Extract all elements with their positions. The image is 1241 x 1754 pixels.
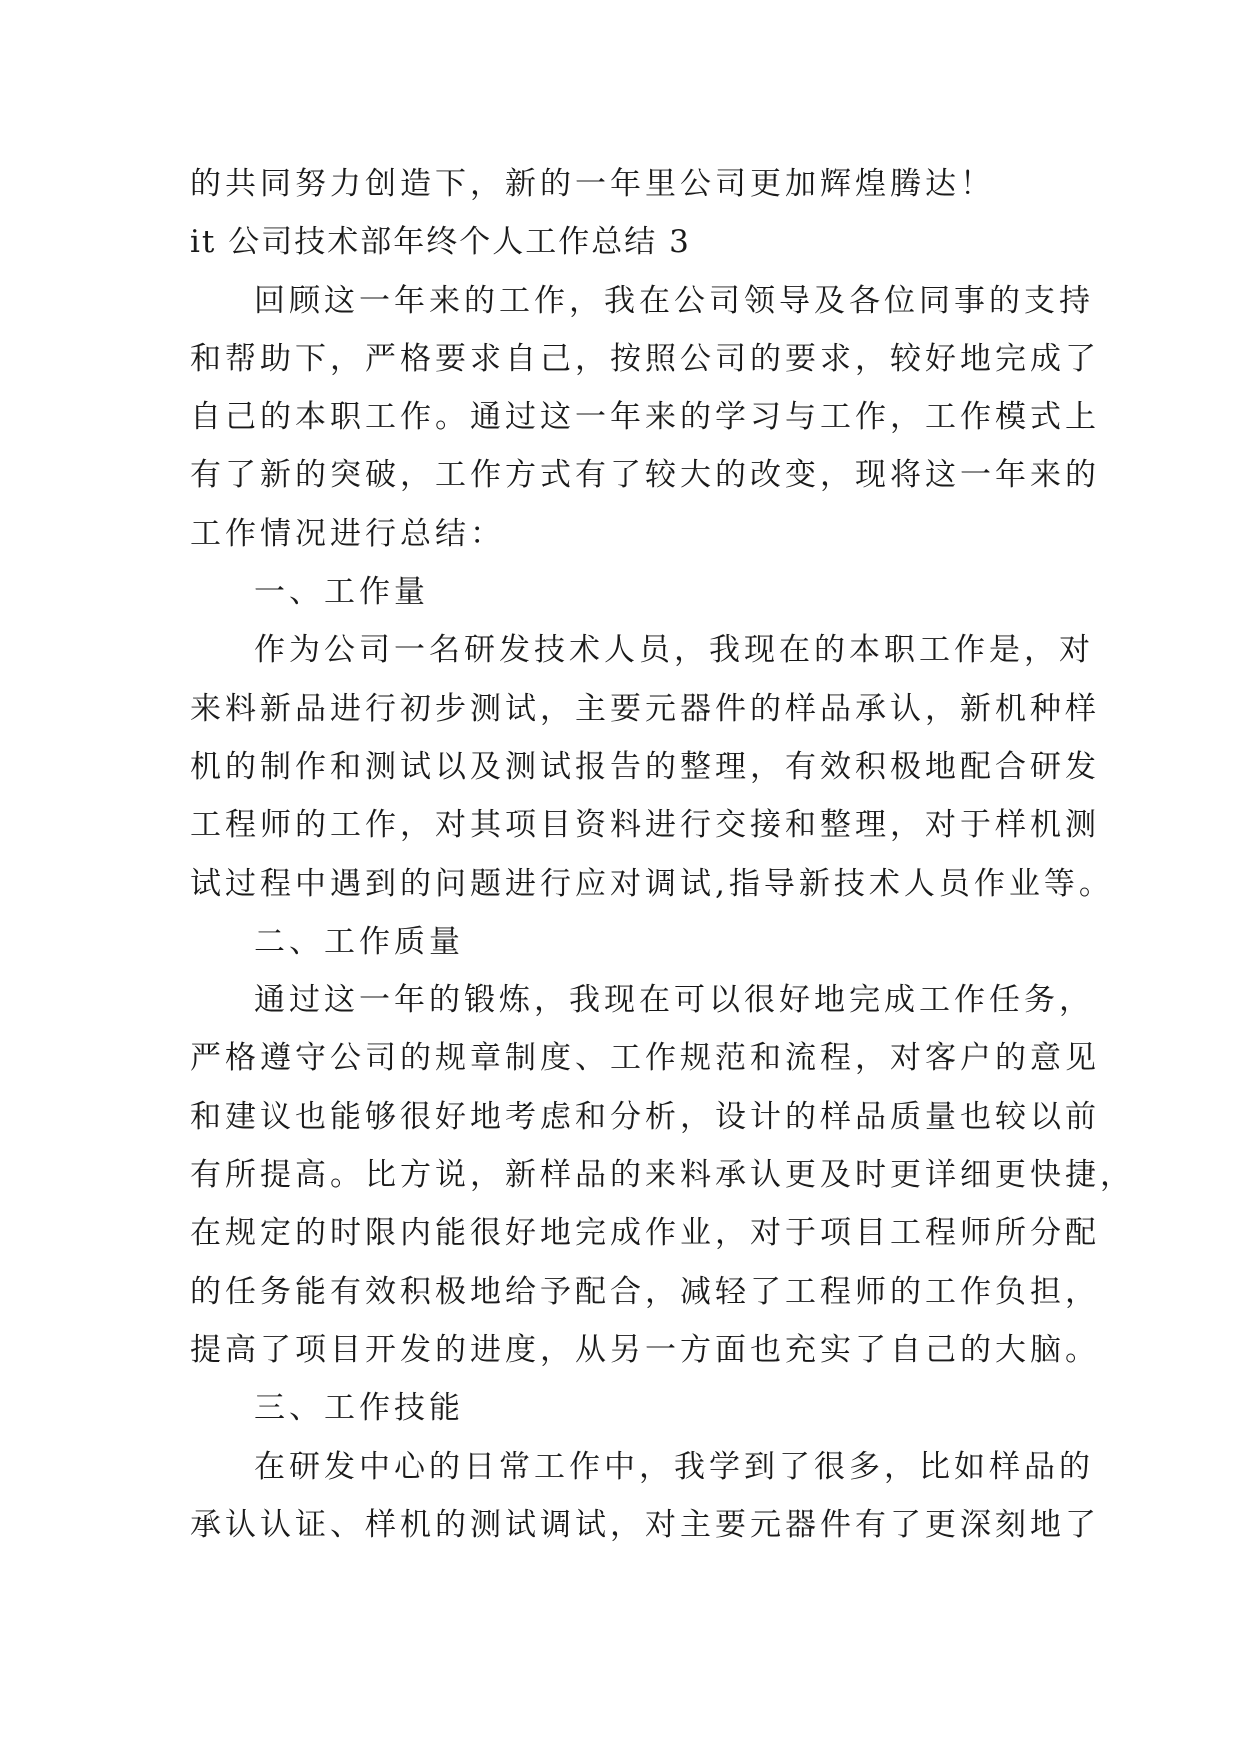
text-line: 的任务能有效积极地给予配合，减轻了工程师的工作负担， bbox=[190, 1273, 1100, 1310]
text-line: 通过这一年的锻炼，我现在可以很好地完成工作任务， bbox=[254, 982, 1094, 1019]
document-body bbox=[190, 155, 1135, 1554]
text-line: 在规定的时限内能很好地完成作业，对于项目工程师所分配 bbox=[190, 1215, 1100, 1252]
text-line: 来料新品进行初步测试，主要元器件的样品承认，新机种样 bbox=[190, 690, 1100, 727]
text-line: 工程师的工作，对其项目资料进行交接和整理，对于样机测 bbox=[190, 807, 1100, 844]
text-line: 严格遵守公司的规章制度、工作规范和流程，对客户的意见 bbox=[190, 1040, 1100, 1077]
text-line: 作为公司一名研发技术人员，我现在的本职工作是，对 bbox=[254, 632, 1094, 669]
text-line: 工作情况进行总结： bbox=[190, 515, 505, 552]
text-line: 和帮助下，严格要求自己，按照公司的要求，较好地完成了 bbox=[190, 340, 1100, 377]
text-line: 试过程中遇到的问题进行应对调试,指导新技术人员作业等。 bbox=[190, 865, 1114, 902]
text-line: 有了新的突破，工作方式有了较大的改变，现将这一年来的 bbox=[190, 457, 1100, 494]
section-heading: 三、工作技能 bbox=[254, 1390, 464, 1427]
document-title: it 公司技术部年终个人工作总结 3 bbox=[190, 224, 691, 261]
text-line: 回顾这一年来的工作，我在公司领导及各位同事的支持 bbox=[254, 282, 1094, 319]
text-line: 在研发中心的日常工作中，我学到了很多，比如样品的 bbox=[254, 1448, 1094, 1485]
text-line: 有所提高。比方说，新样品的来料承认更及时更详细更快捷， bbox=[190, 1157, 1135, 1194]
text-line: 和建议也能够很好地考虑和分析，设计的样品质量也较以前 bbox=[190, 1098, 1100, 1135]
text-line: 自己的本职工作。通过这一年来的学习与工作，工作模式上 bbox=[190, 399, 1100, 436]
text-line: 承认认证、样机的测试调试，对主要元器件有了更深刻地了 bbox=[190, 1506, 1100, 1543]
section-heading: 二、工作质量 bbox=[254, 923, 464, 960]
text-line: 提高了项目开发的进度，从另一方面也充实了自己的大脑。 bbox=[190, 1331, 1100, 1368]
text-line: 机的制作和测试以及测试报告的整理，有效积极地配合研发 bbox=[190, 748, 1100, 785]
section-heading: 一、工作量 bbox=[254, 574, 429, 611]
text-line: 的共同努力创造下，新的一年里公司更加辉煌腾达！ bbox=[190, 166, 995, 202]
